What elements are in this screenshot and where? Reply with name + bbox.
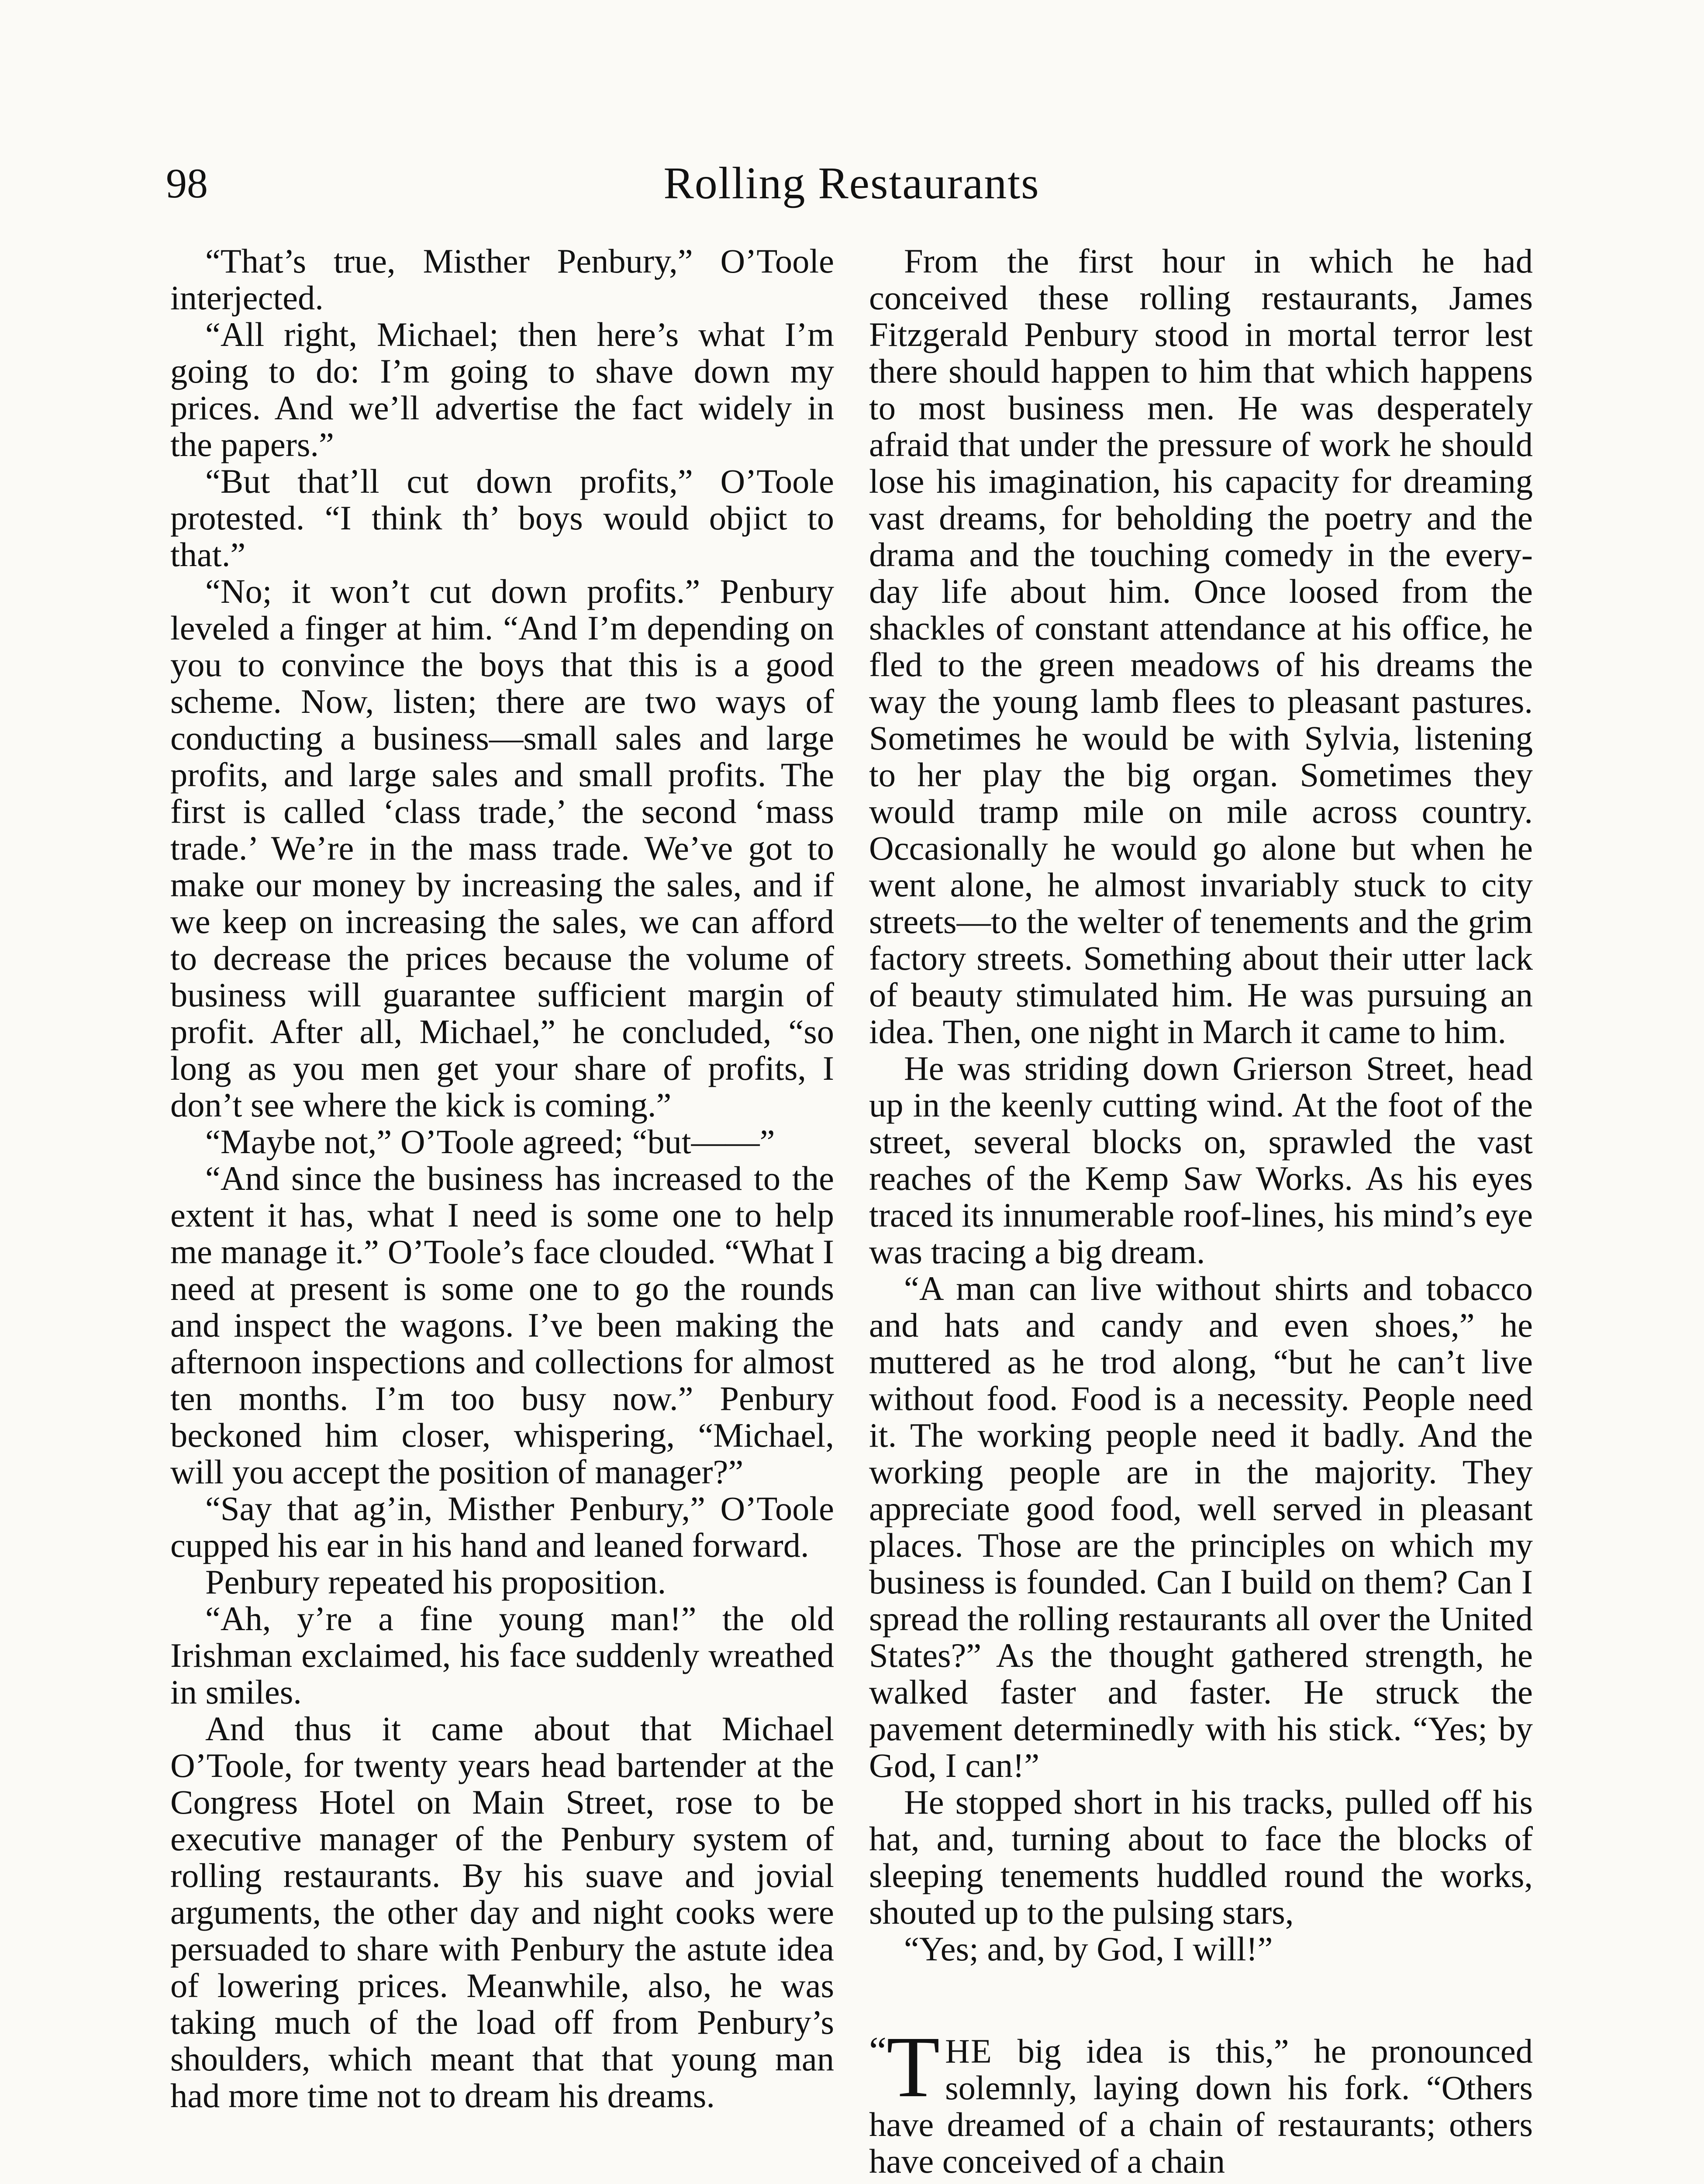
paragraph: “Say that ag’in, Misther Penbury,” O’Toole cupped his ear in his hand and leaned forward.	[170, 1489, 834, 1564]
paragraph: “No; it won’t cut down profits.” Penbury leveled a finger at him. “And I’m depending on you to convince the boys that this is a good scheme. Now, listen; there are two ways of conducting a business—small sales and large profits, and large sales and small profits. The first is called ‘class trade,’ the second ‘mass trade.’ We’re in the mass trade. We’ve got to make our money by increasing the sales, and if we keep on increasing the sales, we can afford to decrease the prices because the volume of business will guarantee sufficient margin of profit. After all, Michael,” he concluded, “so long as you men get your share of profits, I don’t see where the kick is coming.”	[170, 572, 834, 1124]
page-header	[166, 157, 1537, 218]
paragraph: He stopped short in his tracks, pulled off his hat, and, turning about to face the blocks of sleeping tenements huddled round the works, shouted up to the pulsing stars,	[869, 1783, 1533, 1931]
paragraph: “Ah, y’re a fine young man!” the old Irishman exclaimed, his face suddenly wreathed in smiles.	[170, 1600, 834, 1711]
paragraph: “And since the business has increased to the extent it has, what I need is some one to help me manage it.” O’Toole’s face clouded. “What I need at present is some one to go the rounds and inspect the wagons. I’ve been making the afternoon inspections and collections for almost ten months. I’m too busy now.” Penbury beckoned him closer, whispering, “Michael, will you accept the position of manager?”	[170, 1159, 834, 1491]
small-caps-lead: HE	[945, 2032, 993, 2070]
paragraph: “That’s true, Misther Penbury,” O’Toole interjected.	[170, 242, 834, 317]
paragraph: “A man can live without shirts and tobacco and hats and candy and even shoes,” he muttered as he trod along, “but he can’t live without food. Food is a necessity. People need it. The working people need it badly. And the working people are in the majority. They appreciate good food, well served in pleasant places. Those are the principles on which my business is founded. Can I build on them? Can I spread the rolling restaurants all over the United States?” As the thought gathered strength, he walked faster and faster. He struck the pavement determinedly with his stick. “Yes; by God, I can!”	[869, 1269, 1533, 1784]
page-number: 98	[166, 160, 208, 207]
paragraph: “Maybe not,” O’Toole agreed; “but——”	[205, 1123, 775, 1161]
section-opening-paragraph	[869, 2019, 1533, 2180]
paragraph: And thus it came about that Michael O’Toole, for twenty years head bartender at the Congress Hotel on Main Street, rose to be executive manager of the Penbury system of rolling restaurants. By his suave and jovial arguments, the other day and night cooks were persuaded to share with Penbury the astute idea of lowering prices. Meanwhile, also, he was taking much of the load off from Penbury’s shoulders, which meant that that young man had more time not to dream his dreams.	[170, 1710, 834, 2115]
paragraph: From the first hour in which he had conceived these rolling restaurants, James Fitzgerald Penbury stood in mortal terror lest there should happen to him that which happens to most business men. He was desperately afraid that under the pressure of work he should lose his imagination, his capacity for dreaming vast dreams, for beholding the poetry and the drama and the touching comedy in the every-day life about him. Once loosed from the shackles of constant attendance at his office, he fled to the green meadows of his dreams the way the young lamb flees to pleasant pastures. Sometimes he would be with Sylvia, listening to her play the big organ. Sometimes they would tramp mile on mile across country. Occasionally he would go alone but when he went alone, he almost invariably stuck to city streets—to the welter of tenements and the grim factory streets. Something about their utter lack of beauty stimulated him. He was pursuing an idea. Then, one night in March it came to him.	[869, 242, 1533, 1051]
paragraph: “But that’ll cut down profits,” O’Toole protested. “I think th’ boys would objict to that.”	[170, 462, 834, 574]
paragraph: “All right, Michael; then here’s what I’m going to do: I’m going to shave down my prices. And we’ll advertise the fact widely in the papers.”	[170, 315, 834, 463]
section-opening-text: big idea is this,” he pronounced solemnly, laying down his fork. “Others have dreamed of a chain of restaurants; others have conceived of a chain	[869, 2032, 1533, 2180]
opening-quote: “	[869, 2029, 886, 2073]
running-title: Rolling Restaurants	[663, 158, 1040, 208]
paragraph: Penbury repeated his proposition.	[205, 1563, 666, 1601]
left-column	[170, 243, 834, 2114]
section-break-space	[869, 1967, 1533, 2033]
drop-cap: T	[886, 2019, 940, 2115]
paragraph: He was striding down Grierson Street, head up in the keenly cutting wind. At the foot of the street, several blocks on, sprawled the vast reaches of the Kemp Saw Works. As his eyes traced its innumerable roof-lines, his mind’s eye was tracing a big dream.	[869, 1049, 1533, 1271]
right-column	[869, 243, 1533, 2180]
paragraph: “Yes; and, by God, I will!”	[904, 1930, 1273, 1968]
